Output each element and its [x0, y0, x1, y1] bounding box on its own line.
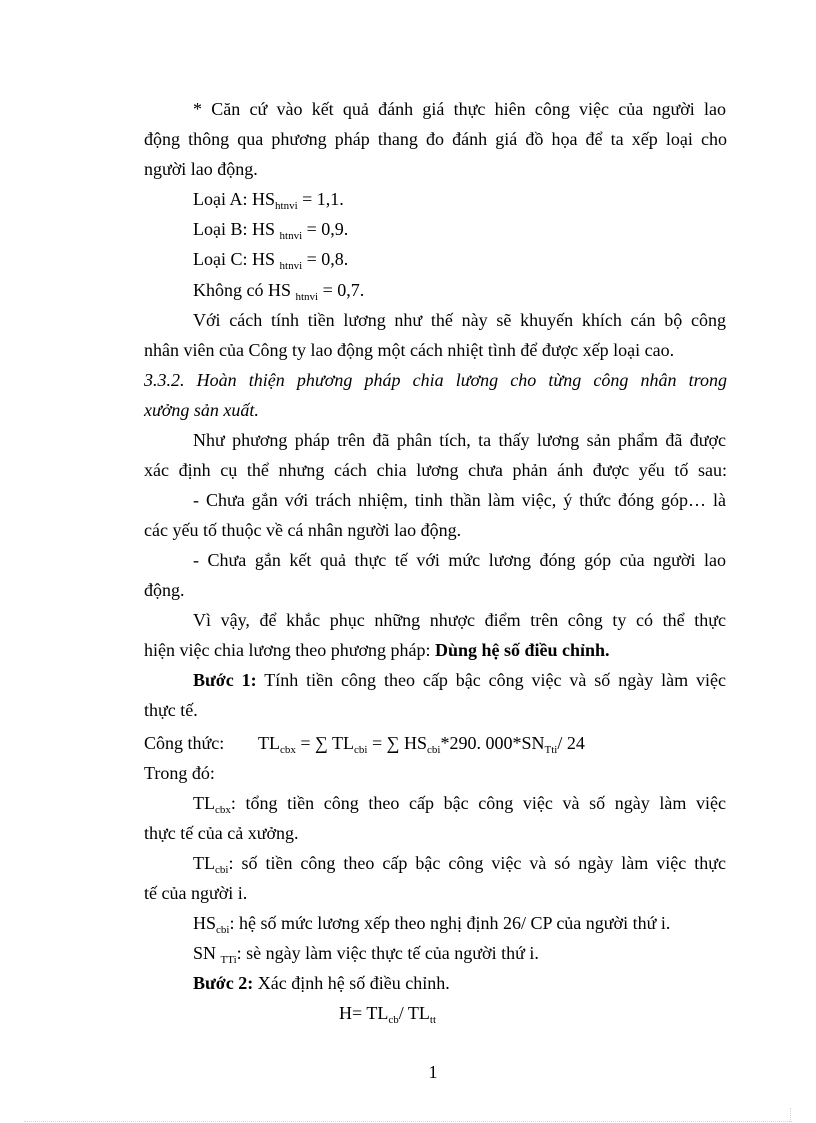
- paragraph-4-line-1: Vì vậy, để khắc phục những nhược điểm trên công ty có thể thực: [193, 610, 726, 630]
- def-tlcbi-line-2: tế của người i.: [144, 883, 248, 903]
- paragraph-1-line-2: động thông qua phương pháp thang đo đánh giá đồ họa để ta xếp loại cho: [144, 129, 727, 149]
- page-number: 1: [428, 1062, 438, 1082]
- paragraph-3-line-1: Như phương pháp trên đã phân tích, ta thấy lương sản phẩm đã được: [193, 430, 726, 450]
- step-1-line-2: thực tế.: [144, 700, 198, 720]
- step-2-line: Bước 2: Xác định hệ số điều chỉnh.: [193, 973, 450, 993]
- bullet-2-line-1: - Chưa gắn kết quả thực tế với mức lương đóng góp của người lao: [193, 550, 726, 570]
- paragraph-2-line-2: nhân viên của Công ty lao động một cách nhiệt tình để được xếp loại cao.: [144, 340, 675, 360]
- grade-b: Loại B: HS $_{htnvi}$ = 0,9.: [193, 219, 349, 242]
- formula-1-label: Công thức:: [144, 733, 225, 753]
- bullet-2-line-2: động.: [144, 580, 185, 600]
- where-label: Trong đó:: [144, 763, 215, 783]
- def-tlcbi-line-1: $TL_{cbi}$: số tiền công theo cấp bậc công việc và só ngày làm việc thực: [193, 853, 726, 876]
- page-corner-mark: [790, 1108, 791, 1122]
- page-bottom-border: [24, 1121, 792, 1122]
- formula-1: $TL_{cbx}$ = ∑ $TL_{cbi}$ = ∑ $HS_{cbi}*290$. $000*SN_{Tti}/$ 24: [258, 733, 585, 756]
- paragraph-2-line-1: Với cách tính tiền lương như thế này sẽ khuyến khích cán bộ công: [193, 310, 726, 330]
- paragraph-1-line-3: người lao động.: [144, 159, 258, 179]
- paragraph-3-line-2: xác định cụ thể nhưng cách chia lương chưa phản ánh được yếu tố sau:: [144, 460, 727, 480]
- step-2-label: Bước 2:: [193, 973, 254, 993]
- def-snt: SN $_{TTi}$: sè ngày làm việc thực tế của người thứ i.: [193, 943, 539, 966]
- formula-2: $H= TL_{cb}/$ $TL_{tt}$: [339, 1003, 437, 1026]
- grade-none: Không có HS $_{htnvi}$ = 0,7.: [193, 280, 365, 303]
- grade-a: Loại A: $HS_{htnvi} = 1,1$.: [193, 189, 344, 212]
- method-name: Dùng hệ số điều chỉnh.: [434, 640, 610, 660]
- paragraph-1-line-1: * Căn cứ vào kết quả đánh giá thực hiên công việc của người lao: [193, 99, 726, 119]
- def-hscbi: $HS_{cbi}$: hệ số mức lương xếp theo nghị định 26/ CP của người thứ i.: [193, 913, 671, 936]
- grade-c: Loại C: HS $_{htnvi}$ = 0,8.: [193, 249, 349, 272]
- def-tlcbx-line-2: thực tế của cả xưởng.: [144, 823, 299, 843]
- bullet-1-line-2: các yếu tố thuộc về cá nhân người lao động.: [144, 520, 462, 540]
- step-1-line-1: Bước 1: Tính tiền công theo cấp bậc công việc và số ngày làm việc: [193, 670, 726, 690]
- section-heading-line-2: xưởng sản xuất.: [144, 400, 259, 420]
- section-heading-line-1: 3.3.2. Hoàn thiện phương pháp chia lương cho từng công nhân trong: [144, 370, 727, 390]
- step-1-label: Bước 1:: [193, 670, 257, 690]
- paragraph-4-line-2: hiện việc chia lương theo phương pháp: Dùng hệ số điều chỉnh.: [144, 640, 610, 660]
- bullet-1-line-1: - Chưa gắn với trách nhiệm, tinh thần làm việc, ý thức đóng góp… là: [193, 490, 726, 510]
- def-tlcbx-line-1: $TL_{cbx}$: tổng tiền công theo cấp bậc công việc và số ngày làm việc: [193, 793, 726, 816]
